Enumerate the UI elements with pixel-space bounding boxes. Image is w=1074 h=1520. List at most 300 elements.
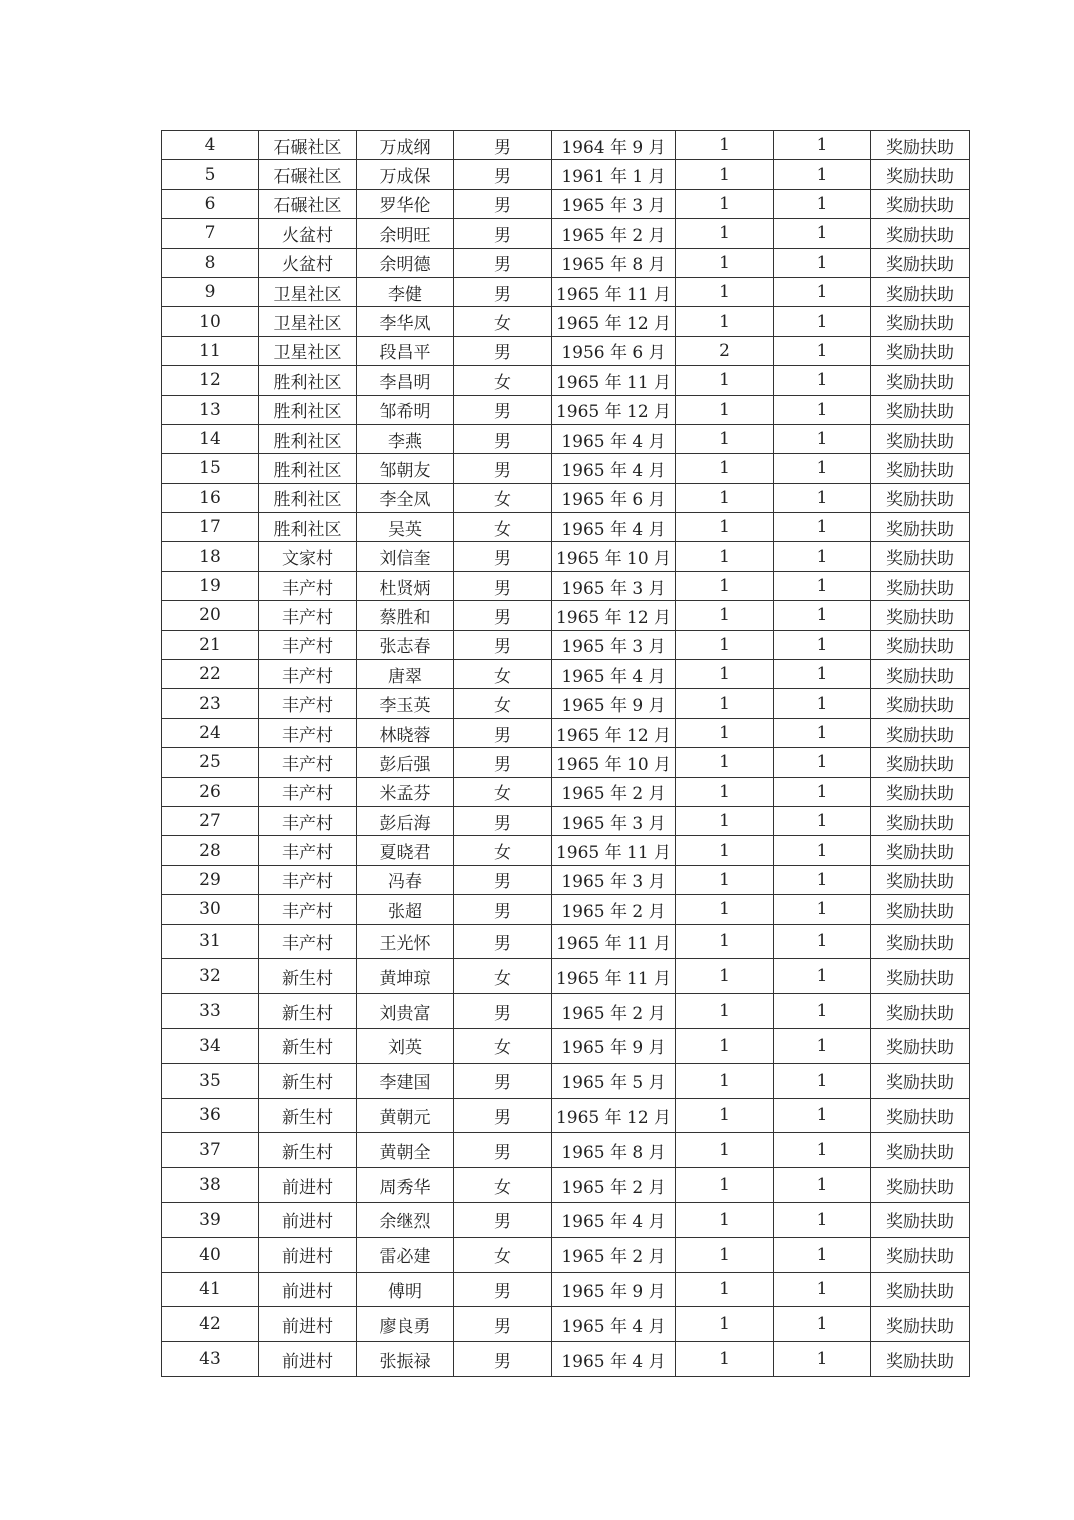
- count-b-cell: 1: [774, 630, 871, 659]
- name-cell: 张志春: [357, 630, 454, 659]
- count-b-cell: 1: [774, 994, 871, 1029]
- count-a-cell: 1: [676, 1202, 774, 1237]
- village-cell: 卫星社区: [259, 307, 357, 336]
- count-a-cell: 1: [676, 748, 774, 777]
- gender-cell: 男: [454, 542, 552, 571]
- gender-cell: 男: [454, 601, 552, 630]
- serial-number-cell: 34: [162, 1028, 259, 1063]
- name-cell: 李健: [357, 277, 454, 306]
- serial-number-cell: 28: [162, 836, 259, 865]
- name-cell: 余明德: [357, 248, 454, 277]
- village-cell: 新生村: [259, 1063, 357, 1098]
- serial-number-cell: 30: [162, 895, 259, 924]
- village-cell: 新生村: [259, 994, 357, 1029]
- birth-date-cell: 1965 年 11 月: [552, 277, 676, 306]
- serial-number-cell: 35: [162, 1063, 259, 1098]
- village-cell: 新生村: [259, 959, 357, 994]
- gender-cell: 男: [454, 718, 552, 747]
- birth-date-cell: 1965 年 11 月: [552, 366, 676, 395]
- count-b-cell: 1: [774, 189, 871, 218]
- table-row: [162, 1272, 970, 1307]
- serial-number-cell: 14: [162, 424, 259, 453]
- birth-date-cell: 1965 年 4 月: [552, 424, 676, 453]
- serial-number-cell: 29: [162, 865, 259, 894]
- count-b-cell: 1: [774, 836, 871, 865]
- table-row: [162, 219, 970, 248]
- village-cell: 前进村: [259, 1307, 357, 1342]
- count-b-cell: 1: [774, 424, 871, 453]
- birth-date-cell: 1965 年 11 月: [552, 924, 676, 959]
- support-type-cell: 奖励扶助: [871, 924, 970, 959]
- serial-number-cell: 31: [162, 924, 259, 959]
- birth-date-cell: 1965 年 10 月: [552, 748, 676, 777]
- village-cell: 胜利社区: [259, 366, 357, 395]
- gender-cell: 女: [454, 777, 552, 806]
- count-b-cell: 1: [774, 513, 871, 542]
- table-row: [162, 630, 970, 659]
- count-b-cell: 1: [774, 1342, 871, 1377]
- serial-number-cell: 42: [162, 1307, 259, 1342]
- support-type-cell: 奖励扶助: [871, 219, 970, 248]
- gender-cell: 女: [454, 959, 552, 994]
- support-type-cell: 奖励扶助: [871, 865, 970, 894]
- name-cell: 李燕: [357, 424, 454, 453]
- name-cell: 刘信奎: [357, 542, 454, 571]
- support-type-cell: 奖励扶助: [871, 836, 970, 865]
- support-type-cell: 奖励扶助: [871, 1237, 970, 1272]
- village-cell: 前进村: [259, 1342, 357, 1377]
- gender-cell: 男: [454, 1098, 552, 1133]
- count-a-cell: 1: [676, 836, 774, 865]
- table-row: [162, 542, 970, 571]
- support-type-cell: 奖励扶助: [871, 1307, 970, 1342]
- village-cell: 丰产村: [259, 865, 357, 894]
- count-b-cell: 1: [774, 601, 871, 630]
- count-a-cell: 1: [676, 571, 774, 600]
- name-cell: 米孟芬: [357, 777, 454, 806]
- gender-cell: 男: [454, 1063, 552, 1098]
- birth-date-cell: 1965 年 9 月: [552, 1028, 676, 1063]
- gender-cell: 男: [454, 424, 552, 453]
- birth-date-cell: 1965 年 9 月: [552, 689, 676, 718]
- serial-number-cell: 26: [162, 777, 259, 806]
- village-cell: 丰产村: [259, 924, 357, 959]
- serial-number-cell: 20: [162, 601, 259, 630]
- serial-number-cell: 33: [162, 994, 259, 1029]
- table-row: [162, 424, 970, 453]
- village-cell: 火盆村: [259, 219, 357, 248]
- support-type-cell: 奖励扶助: [871, 748, 970, 777]
- name-cell: 段昌平: [357, 336, 454, 365]
- gender-cell: 男: [454, 895, 552, 924]
- birth-date-cell: 1961 年 1 月: [552, 160, 676, 189]
- village-cell: 丰产村: [259, 718, 357, 747]
- name-cell: 罗华伦: [357, 189, 454, 218]
- support-type-cell: 奖励扶助: [871, 1342, 970, 1377]
- count-a-cell: 1: [676, 189, 774, 218]
- count-a-cell: 1: [676, 131, 774, 160]
- count-b-cell: 1: [774, 160, 871, 189]
- gender-cell: 女: [454, 836, 552, 865]
- birth-date-cell: 1956 年 6 月: [552, 336, 676, 365]
- birth-date-cell: 1965 年 3 月: [552, 806, 676, 835]
- village-cell: 胜利社区: [259, 513, 357, 542]
- support-type-cell: 奖励扶助: [871, 1272, 970, 1307]
- village-cell: 丰产村: [259, 601, 357, 630]
- serial-number-cell: 24: [162, 718, 259, 747]
- name-cell: 冯春: [357, 865, 454, 894]
- serial-number-cell: 19: [162, 571, 259, 600]
- count-a-cell: 1: [676, 1237, 774, 1272]
- support-type-cell: 奖励扶助: [871, 1168, 970, 1203]
- count-a-cell: 1: [676, 1342, 774, 1377]
- table-row: [162, 454, 970, 483]
- table-row: [162, 601, 970, 630]
- village-cell: 石碾社区: [259, 189, 357, 218]
- village-cell: 卫星社区: [259, 277, 357, 306]
- table-row: [162, 395, 970, 424]
- table-row: [162, 336, 970, 365]
- serial-number-cell: 11: [162, 336, 259, 365]
- gender-cell: 男: [454, 748, 552, 777]
- count-b-cell: 1: [774, 366, 871, 395]
- count-b-cell: 1: [774, 1063, 871, 1098]
- village-cell: 丰产村: [259, 806, 357, 835]
- support-type-cell: 奖励扶助: [871, 160, 970, 189]
- village-cell: 新生村: [259, 1028, 357, 1063]
- count-b-cell: 1: [774, 1272, 871, 1307]
- table-row: [162, 718, 970, 747]
- gender-cell: 男: [454, 454, 552, 483]
- count-a-cell: 1: [676, 689, 774, 718]
- birth-date-cell: 1965 年 3 月: [552, 865, 676, 894]
- village-cell: 前进村: [259, 1237, 357, 1272]
- table-row: [162, 895, 970, 924]
- table-row: [162, 689, 970, 718]
- gender-cell: 男: [454, 1133, 552, 1168]
- support-type-cell: 奖励扶助: [871, 718, 970, 747]
- table-row: [162, 660, 970, 689]
- count-a-cell: 1: [676, 513, 774, 542]
- count-b-cell: 1: [774, 248, 871, 277]
- birth-date-cell: 1965 年 2 月: [552, 777, 676, 806]
- village-cell: 新生村: [259, 1133, 357, 1168]
- count-a-cell: 1: [676, 959, 774, 994]
- village-cell: 丰产村: [259, 895, 357, 924]
- support-type-cell: 奖励扶助: [871, 277, 970, 306]
- table-row: [162, 248, 970, 277]
- serial-number-cell: 17: [162, 513, 259, 542]
- name-cell: 傅明: [357, 1272, 454, 1307]
- support-type-cell: 奖励扶助: [871, 395, 970, 424]
- village-cell: 卫星社区: [259, 336, 357, 365]
- table-row: [162, 1133, 970, 1168]
- birth-date-cell: 1965 年 11 月: [552, 959, 676, 994]
- count-b-cell: 1: [774, 924, 871, 959]
- count-b-cell: 1: [774, 895, 871, 924]
- count-a-cell: 1: [676, 160, 774, 189]
- name-cell: 邹希明: [357, 395, 454, 424]
- count-a-cell: 1: [676, 1307, 774, 1342]
- village-cell: 文家村: [259, 542, 357, 571]
- support-type-cell: 奖励扶助: [871, 1202, 970, 1237]
- gender-cell: 男: [454, 219, 552, 248]
- support-type-cell: 奖励扶助: [871, 424, 970, 453]
- support-type-cell: 奖励扶助: [871, 483, 970, 512]
- data-table: [161, 130, 970, 1377]
- count-b-cell: 1: [774, 454, 871, 483]
- name-cell: 李建国: [357, 1063, 454, 1098]
- serial-number-cell: 32: [162, 959, 259, 994]
- birth-date-cell: 1965 年 4 月: [552, 660, 676, 689]
- support-type-cell: 奖励扶助: [871, 895, 970, 924]
- name-cell: 黄朝全: [357, 1133, 454, 1168]
- serial-number-cell: 22: [162, 660, 259, 689]
- gender-cell: 女: [454, 307, 552, 336]
- serial-number-cell: 21: [162, 630, 259, 659]
- support-type-cell: 奖励扶助: [871, 630, 970, 659]
- village-cell: 丰产村: [259, 689, 357, 718]
- count-b-cell: 1: [774, 777, 871, 806]
- table-row: [162, 277, 970, 306]
- count-b-cell: 1: [774, 1028, 871, 1063]
- count-b-cell: 1: [774, 959, 871, 994]
- name-cell: 黄坤琼: [357, 959, 454, 994]
- name-cell: 李玉英: [357, 689, 454, 718]
- count-a-cell: 1: [676, 660, 774, 689]
- count-a-cell: 1: [676, 895, 774, 924]
- birth-date-cell: 1965 年 2 月: [552, 994, 676, 1029]
- support-type-cell: 奖励扶助: [871, 307, 970, 336]
- count-a-cell: 1: [676, 542, 774, 571]
- gender-cell: 男: [454, 806, 552, 835]
- serial-number-cell: 16: [162, 483, 259, 512]
- birth-date-cell: 1965 年 12 月: [552, 307, 676, 336]
- name-cell: 王光怀: [357, 924, 454, 959]
- serial-number-cell: 18: [162, 542, 259, 571]
- gender-cell: 女: [454, 366, 552, 395]
- count-b-cell: 1: [774, 1237, 871, 1272]
- table-row: [162, 160, 970, 189]
- count-b-cell: 1: [774, 395, 871, 424]
- name-cell: 余明旺: [357, 219, 454, 248]
- table-row: [162, 571, 970, 600]
- gender-cell: 男: [454, 571, 552, 600]
- table-row: [162, 1063, 970, 1098]
- village-cell: 石碾社区: [259, 131, 357, 160]
- support-type-cell: 奖励扶助: [871, 454, 970, 483]
- serial-number-cell: 25: [162, 748, 259, 777]
- gender-cell: 男: [454, 1342, 552, 1377]
- count-a-cell: 1: [676, 1168, 774, 1203]
- gender-cell: 男: [454, 336, 552, 365]
- serial-number-cell: 38: [162, 1168, 259, 1203]
- serial-number-cell: 10: [162, 307, 259, 336]
- table-row: [162, 1202, 970, 1237]
- name-cell: 万成纲: [357, 131, 454, 160]
- count-a-cell: 1: [676, 718, 774, 747]
- serial-number-cell: 41: [162, 1272, 259, 1307]
- birth-date-cell: 1965 年 12 月: [552, 395, 676, 424]
- count-a-cell: 1: [676, 219, 774, 248]
- support-type-cell: 奖励扶助: [871, 689, 970, 718]
- birth-date-cell: 1965 年 3 月: [552, 630, 676, 659]
- birth-date-cell: 1965 年 12 月: [552, 718, 676, 747]
- name-cell: 唐翠: [357, 660, 454, 689]
- serial-number-cell: 40: [162, 1237, 259, 1272]
- birth-date-cell: 1965 年 12 月: [552, 601, 676, 630]
- count-b-cell: 1: [774, 483, 871, 512]
- gender-cell: 男: [454, 160, 552, 189]
- count-b-cell: 1: [774, 748, 871, 777]
- name-cell: 黄朝元: [357, 1098, 454, 1133]
- table-row: [162, 836, 970, 865]
- table-row: [162, 366, 970, 395]
- village-cell: 胜利社区: [259, 424, 357, 453]
- count-a-cell: 1: [676, 1272, 774, 1307]
- name-cell: 张振禄: [357, 1342, 454, 1377]
- table-row: [162, 513, 970, 542]
- name-cell: 万成保: [357, 160, 454, 189]
- birth-date-cell: 1965 年 2 月: [552, 895, 676, 924]
- support-type-cell: 奖励扶助: [871, 994, 970, 1029]
- village-cell: 新生村: [259, 1098, 357, 1133]
- gender-cell: 男: [454, 395, 552, 424]
- table-row: [162, 924, 970, 959]
- support-type-cell: 奖励扶助: [871, 959, 970, 994]
- birth-date-cell: 1965 年 2 月: [552, 1168, 676, 1203]
- birth-date-cell: 1965 年 12 月: [552, 1098, 676, 1133]
- village-cell: 丰产村: [259, 836, 357, 865]
- village-cell: 丰产村: [259, 571, 357, 600]
- count-a-cell: 1: [676, 395, 774, 424]
- support-type-cell: 奖励扶助: [871, 542, 970, 571]
- gender-cell: 男: [454, 924, 552, 959]
- birth-date-cell: 1965 年 8 月: [552, 248, 676, 277]
- serial-number-cell: 39: [162, 1202, 259, 1237]
- gender-cell: 男: [454, 1307, 552, 1342]
- count-a-cell: 1: [676, 630, 774, 659]
- village-cell: 胜利社区: [259, 483, 357, 512]
- name-cell: 李华凤: [357, 307, 454, 336]
- count-a-cell: 1: [676, 1133, 774, 1168]
- gender-cell: 女: [454, 1168, 552, 1203]
- count-b-cell: 1: [774, 277, 871, 306]
- table-row: [162, 959, 970, 994]
- name-cell: 夏晓君: [357, 836, 454, 865]
- birth-date-cell: 1965 年 3 月: [552, 189, 676, 218]
- name-cell: 吴英: [357, 513, 454, 542]
- village-cell: 丰产村: [259, 748, 357, 777]
- support-type-cell: 奖励扶助: [871, 571, 970, 600]
- count-a-cell: 1: [676, 777, 774, 806]
- table-row: [162, 1342, 970, 1377]
- support-type-cell: 奖励扶助: [871, 131, 970, 160]
- birth-date-cell: 1965 年 11 月: [552, 836, 676, 865]
- table-row: [162, 1307, 970, 1342]
- support-type-cell: 奖励扶助: [871, 1133, 970, 1168]
- gender-cell: 女: [454, 483, 552, 512]
- serial-number-cell: 12: [162, 366, 259, 395]
- count-b-cell: 1: [774, 806, 871, 835]
- count-a-cell: 1: [676, 806, 774, 835]
- gender-cell: 女: [454, 513, 552, 542]
- name-cell: 余继烈: [357, 1202, 454, 1237]
- table-row: [162, 865, 970, 894]
- count-b-cell: 1: [774, 131, 871, 160]
- gender-cell: 男: [454, 630, 552, 659]
- gender-cell: 女: [454, 1237, 552, 1272]
- count-b-cell: 1: [774, 307, 871, 336]
- table-row: [162, 1237, 970, 1272]
- birth-date-cell: 1965 年 4 月: [552, 454, 676, 483]
- village-cell: 丰产村: [259, 660, 357, 689]
- count-b-cell: 1: [774, 1202, 871, 1237]
- name-cell: 雷必建: [357, 1237, 454, 1272]
- serial-number-cell: 23: [162, 689, 259, 718]
- gender-cell: 男: [454, 189, 552, 218]
- count-a-cell: 2: [676, 336, 774, 365]
- serial-number-cell: 9: [162, 277, 259, 306]
- serial-number-cell: 15: [162, 454, 259, 483]
- table-row: [162, 483, 970, 512]
- count-a-cell: 1: [676, 277, 774, 306]
- table-row: [162, 777, 970, 806]
- support-type-cell: 奖励扶助: [871, 601, 970, 630]
- birth-date-cell: 1965 年 5 月: [552, 1063, 676, 1098]
- count-b-cell: 1: [774, 542, 871, 571]
- table-row: [162, 307, 970, 336]
- count-a-cell: 1: [676, 483, 774, 512]
- table-row: [162, 806, 970, 835]
- support-type-cell: 奖励扶助: [871, 660, 970, 689]
- village-cell: 丰产村: [259, 630, 357, 659]
- table-row: [162, 189, 970, 218]
- birth-date-cell: 1964 年 9 月: [552, 131, 676, 160]
- birth-date-cell: 1965 年 4 月: [552, 1307, 676, 1342]
- count-b-cell: 1: [774, 865, 871, 894]
- village-cell: 火盆村: [259, 248, 357, 277]
- name-cell: 刘英: [357, 1028, 454, 1063]
- birth-date-cell: 1965 年 4 月: [552, 1202, 676, 1237]
- birth-date-cell: 1965 年 3 月: [552, 571, 676, 600]
- gender-cell: 男: [454, 277, 552, 306]
- serial-number-cell: 5: [162, 160, 259, 189]
- village-cell: 丰产村: [259, 777, 357, 806]
- gender-cell: 男: [454, 865, 552, 894]
- village-cell: 胜利社区: [259, 395, 357, 424]
- serial-number-cell: 43: [162, 1342, 259, 1377]
- village-cell: 石碾社区: [259, 160, 357, 189]
- village-cell: 前进村: [259, 1168, 357, 1203]
- table-row: [162, 1168, 970, 1203]
- count-b-cell: 1: [774, 1133, 871, 1168]
- birth-date-cell: 1965 年 2 月: [552, 1237, 676, 1272]
- support-type-cell: 奖励扶助: [871, 248, 970, 277]
- count-a-cell: 1: [676, 424, 774, 453]
- name-cell: 彭后强: [357, 748, 454, 777]
- serial-number-cell: 6: [162, 189, 259, 218]
- gender-cell: 男: [454, 994, 552, 1029]
- count-b-cell: 1: [774, 1307, 871, 1342]
- birth-date-cell: 1965 年 2 月: [552, 219, 676, 248]
- gender-cell: 女: [454, 1028, 552, 1063]
- support-type-cell: 奖励扶助: [871, 189, 970, 218]
- count-b-cell: 1: [774, 1168, 871, 1203]
- count-b-cell: 1: [774, 1098, 871, 1133]
- birth-date-cell: 1965 年 6 月: [552, 483, 676, 512]
- count-b-cell: 1: [774, 689, 871, 718]
